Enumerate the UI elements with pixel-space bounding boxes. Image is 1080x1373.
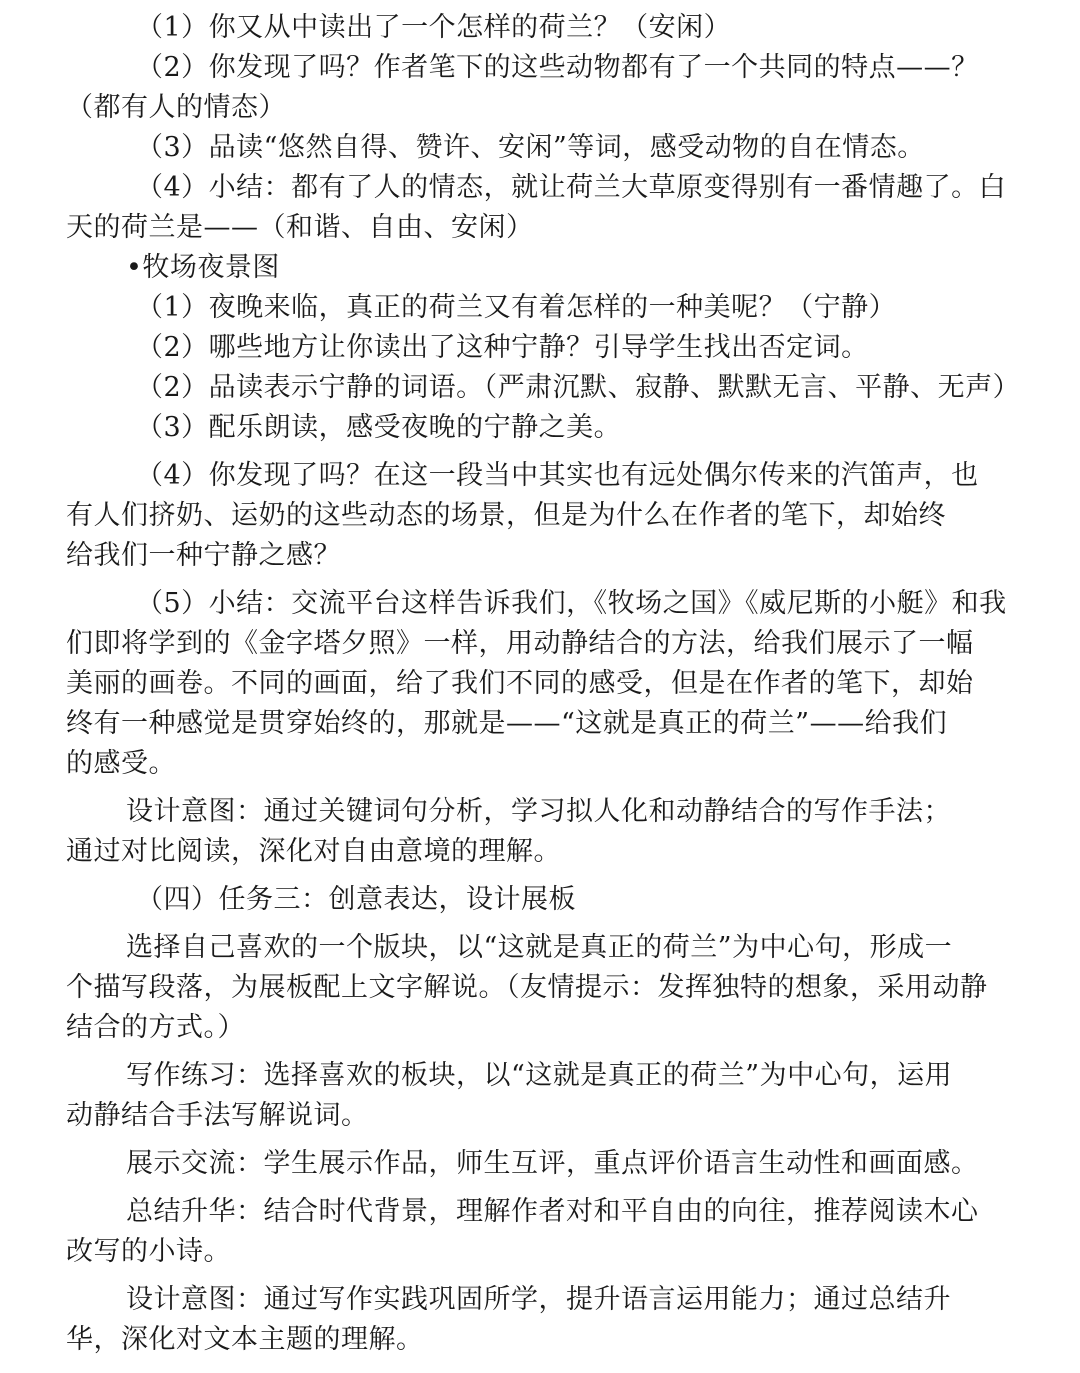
text-line: 结合的方式。） <box>66 1012 245 1043</box>
text-line: 写作练习：选择喜欢的板块，以“这就是真正的荷兰”为中心句，运用 <box>126 1060 953 1091</box>
text-line: 选择自己喜欢的一个版块，以“这就是真正的荷兰”为中心句，形成一 <box>126 932 953 963</box>
text-line: 动静结合手法写解说词。 <box>66 1100 369 1131</box>
text-line: 的感受。 <box>66 748 176 779</box>
text-line: 美丽的画卷。不同的画面，给了我们不同的感受，但是在作者的笔下，却始 <box>66 668 974 699</box>
text-line: 华，深化对文本主题的理解。 <box>66 1324 424 1355</box>
section-heading: （四）任务三：创意表达，设计展板 <box>136 884 576 915</box>
text-line: 有人们挤奶、运奶的这些动态的场景，但是为什么在作者的笔下，却始终 <box>66 500 946 531</box>
text-line: 个描写段落，为展板配上文字解说。（友情提示：发挥独特的想象，采用动静 <box>66 972 988 1003</box>
section-heading: •牧场夜景图 <box>126 252 280 283</box>
design-intent-label: 设计意图：通过关键词句分析，学习拟人化和动静结合的写作手法； <box>126 796 951 827</box>
text-line: （1）夜晚来临，真正的荷兰又有着怎样的一种美呢？（宁静） <box>136 292 897 323</box>
text-line: （3）配乐朗读，感受夜晚的宁静之美。 <box>136 412 622 443</box>
design-intent-label: 设计意图：通过写作实践巩固所学，提升语言运用能力；通过总结升 <box>126 1284 951 1315</box>
text-line: （2）你发现了吗？作者笔下的这些动物都有了一个共同的特点——？ <box>136 52 979 83</box>
text-line: 总结升华：结合时代背景，理解作者对和平自由的向往，推荐阅读木心 <box>126 1196 979 1227</box>
text-line: （4）小结：都有了人的情态，就让荷兰大草原变得别有一番情趣了。白 <box>136 172 1007 203</box>
text-line: 通过对比阅读，深化对自由意境的理解。 <box>66 836 561 867</box>
text-line: 展示交流：学生展示作品，师生互评，重点评价语言生动性和画面感。 <box>126 1148 979 1179</box>
text-line: （2）哪些地方让你读出了这种宁静？引导学生找出否定词。 <box>136 332 869 363</box>
text-line: （4）你发现了吗？在这一段当中其实也有远处偶尔传来的汽笛声，也 <box>136 460 979 491</box>
text-line: （都有人的情态） <box>66 92 286 123</box>
text-line: （2）品读表示宁静的词语。（严肃沉默、寂静、默默无言、平静、无声） <box>136 372 1021 403</box>
text-line: 们即将学到的《金字塔夕照》一样，用动静结合的方法，给我们展示了一幅 <box>66 628 974 659</box>
text-line: （3）品读“悠然自得、赞许、安闲”等词，感受动物的自在情态。 <box>136 132 925 163</box>
text-line: 终有一种感觉是贯穿始终的，那就是——“这就是真正的荷兰”——给我们 <box>66 708 948 739</box>
text-line: 改写的小诗。 <box>66 1236 231 1267</box>
text-line: 天的荷兰是——（和谐、自由、安闲） <box>66 212 534 243</box>
text-line: （5）小结：交流平台这样告诉我们，《牧场之国》《威尼斯的小艇》和我 <box>136 588 1007 619</box>
text-line: （1）你又从中读出了一个怎样的荷兰？（安闲） <box>136 12 732 43</box>
text-line: 给我们一种宁静之感？ <box>66 540 341 571</box>
